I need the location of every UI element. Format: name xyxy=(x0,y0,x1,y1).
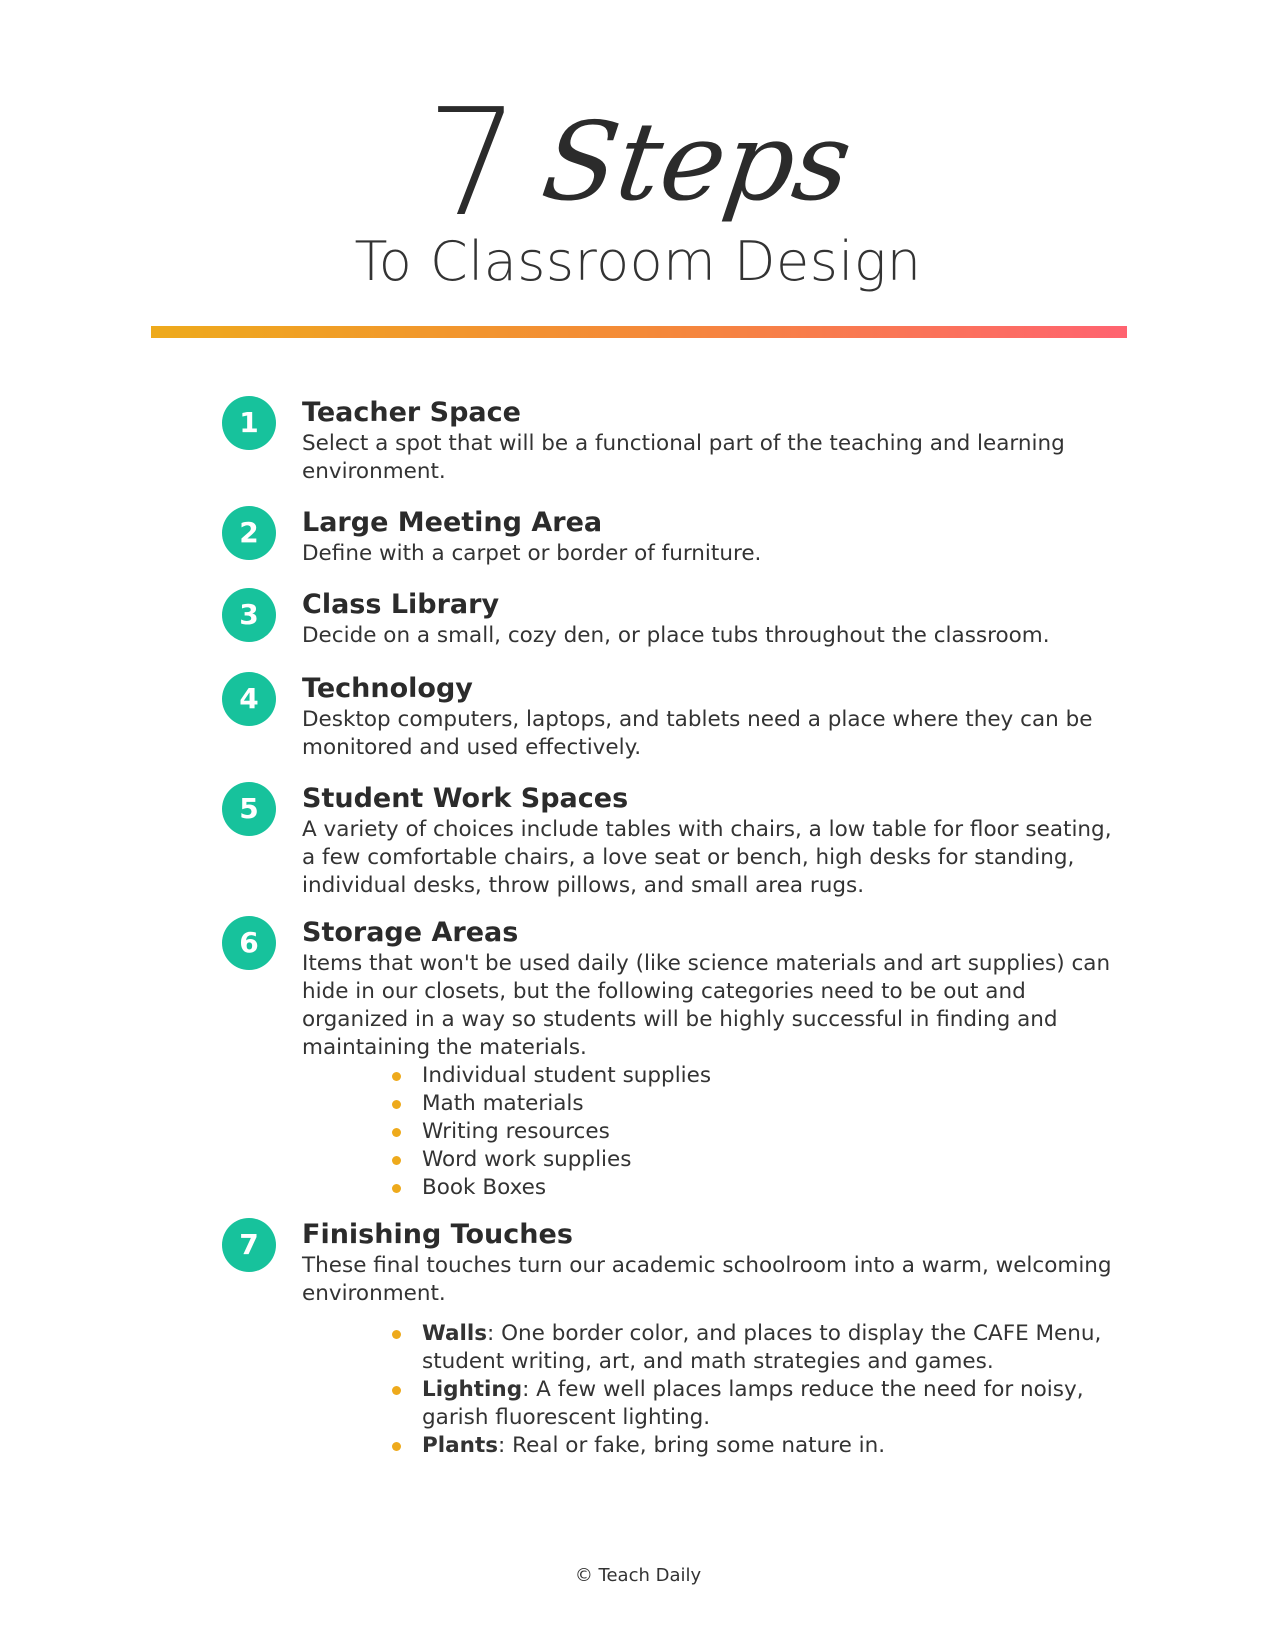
bullet-dot xyxy=(392,1184,401,1193)
list-item-term: Plants xyxy=(422,1433,499,1458)
step-number-badge: 6 xyxy=(222,916,276,970)
step-title: Large Meeting Area xyxy=(302,507,603,538)
step-number-badge: 3 xyxy=(222,588,276,642)
bullet-dot xyxy=(392,1442,401,1451)
subtitle: To Classroom Design xyxy=(354,230,922,293)
title-block xyxy=(0,77,1276,293)
list-item-text: Word work supplies xyxy=(422,1147,632,1172)
list-item xyxy=(392,1062,1122,1090)
step-body xyxy=(302,588,1122,650)
step-body xyxy=(302,672,1122,762)
bullet-dot xyxy=(392,1100,401,1109)
list-item-text: Math materials xyxy=(422,1091,584,1116)
step-title: Finishing Touches xyxy=(302,1219,573,1250)
step-title: Storage Areas xyxy=(302,917,519,948)
step-body xyxy=(302,506,1122,568)
footer-copyright: © Teach Daily xyxy=(574,1565,702,1586)
step-title: Student Work Spaces xyxy=(302,783,629,814)
step-title: Class Library xyxy=(302,589,500,620)
bullet-dot xyxy=(392,1072,401,1081)
step-title: Technology xyxy=(302,673,473,704)
bullet-dot xyxy=(392,1386,401,1395)
list-item-term: Walls xyxy=(422,1321,487,1346)
step-body xyxy=(302,916,1122,1202)
list-item-text: : Real or fake, bring some nature in. xyxy=(498,1433,886,1458)
list-item xyxy=(392,1376,1112,1432)
bullet-dot xyxy=(392,1128,401,1137)
step-description: Decide on a small, cozy den, or place tubs throughout the classroom. xyxy=(302,623,1050,648)
list-item xyxy=(392,1320,1112,1376)
storage-list xyxy=(392,1062,1122,1202)
list-item xyxy=(392,1146,1122,1174)
step-number-badge: 5 xyxy=(222,782,276,836)
step-number-badge: 1 xyxy=(222,396,276,450)
step-body xyxy=(302,782,1122,900)
bullet-dot xyxy=(392,1330,401,1339)
step-description: A variety of choices include tables with chairs, a low table for floor seating, a few comfortable chairs, a love seat or bench, high desks for standing, individual desks, throw pillows, and small area rugs. xyxy=(302,817,1112,898)
list-item-text: : One border color, and places to display the CAFE Menu, student writing, art, and math strategies and games. xyxy=(422,1321,1102,1374)
list-item-text: Individual student supplies xyxy=(422,1063,712,1088)
list-item xyxy=(392,1432,1112,1460)
step-description: Select a spot that will be a functional part of the teaching and learning environment. xyxy=(302,431,1065,484)
title-number: 7 xyxy=(425,77,517,249)
title-word: Steps xyxy=(535,100,859,225)
step-description: These final touches turn our academic schoolroom into a warm, welcoming environment. xyxy=(302,1253,1112,1306)
step-description: Desktop computers, laptops, and tablets need a place where they can be monitored and used effectively. xyxy=(302,707,1093,760)
list-item xyxy=(392,1090,1122,1118)
bullet-dot xyxy=(392,1156,401,1165)
finishing-list xyxy=(392,1320,1112,1460)
step-number-badge: 2 xyxy=(222,506,276,560)
main-title xyxy=(0,77,1276,249)
list-item-text: Writing resources xyxy=(422,1119,610,1144)
list-item-text: Book Boxes xyxy=(422,1175,547,1200)
list-item xyxy=(392,1118,1122,1146)
step-number-badge: 4 xyxy=(222,672,276,726)
list-item xyxy=(392,1174,1122,1202)
step-body xyxy=(302,1218,1122,1460)
step-description: Items that won't be used daily (like science materials and art supplies) can hide in our closets, but the following categories need to be out and organized in a way so students will be highly successful in finding and maintaining the materials. xyxy=(302,951,1111,1060)
step-number-badge: 7 xyxy=(222,1218,276,1272)
step-description: Define with a carpet or border of furniture. xyxy=(302,541,762,566)
gradient-divider xyxy=(151,326,1127,338)
list-item-text: : A few well places lamps reduce the need for noisy, garish fluorescent lighting. xyxy=(422,1377,1084,1430)
step-title: Teacher Space xyxy=(302,397,521,428)
list-item-term: Lighting xyxy=(422,1377,523,1402)
step-body xyxy=(302,396,1122,486)
